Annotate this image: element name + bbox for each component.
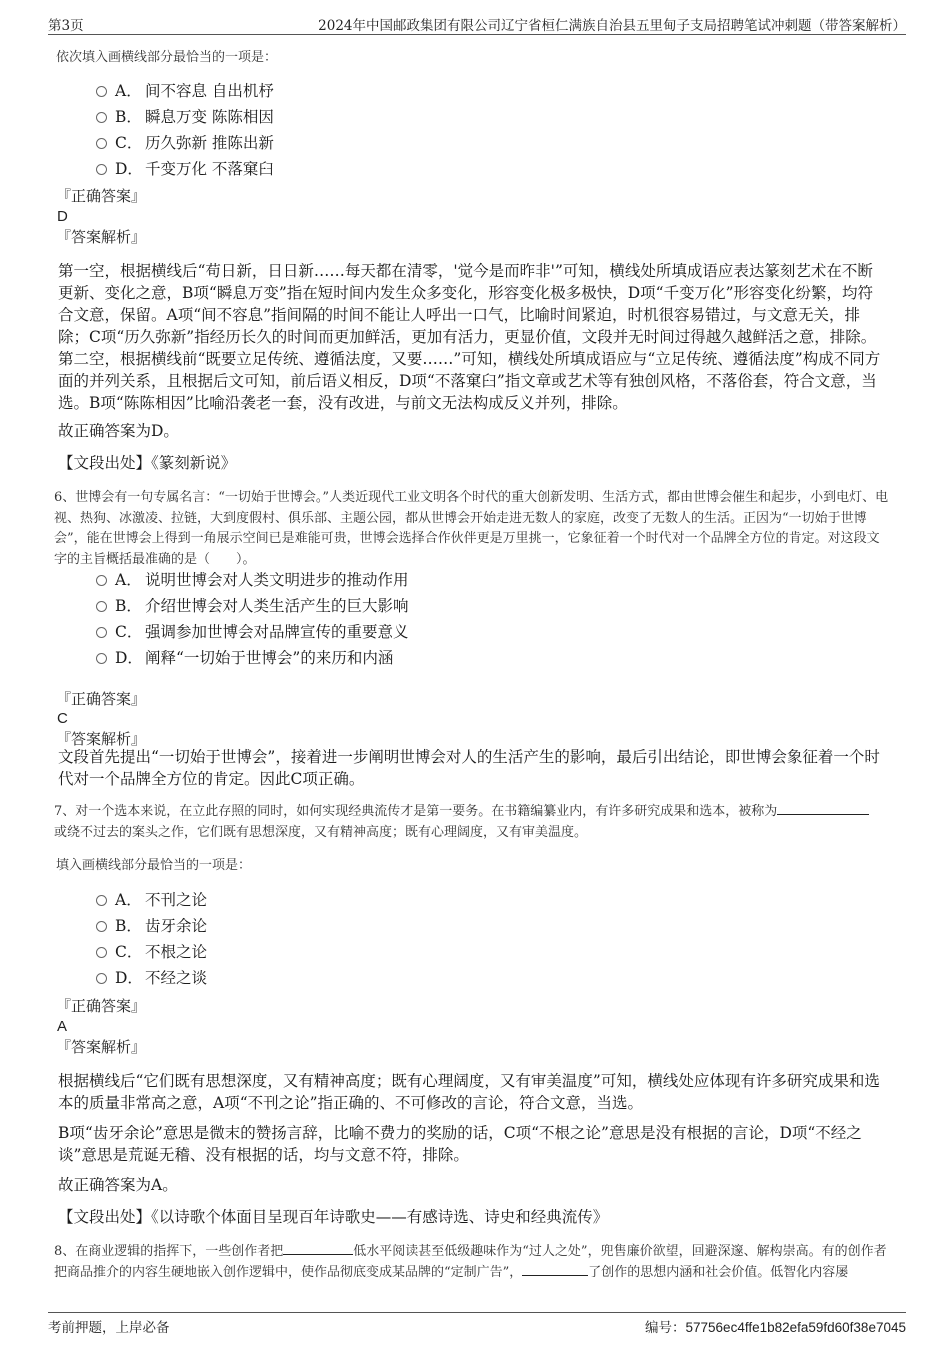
radio-icon[interactable]	[96, 895, 107, 906]
q5-prompt: 依次填入画横线部分最恰当的一项是：	[56, 50, 278, 65]
q7-answer: A	[57, 1018, 68, 1035]
radio-icon[interactable]	[96, 627, 107, 638]
footer-code: 编号：57756ec4ffe1b82efa59fd60f38e7045	[645, 1320, 906, 1336]
fill-blank	[777, 802, 869, 815]
page-footer	[48, 1312, 906, 1335]
radio-icon[interactable]	[96, 921, 107, 932]
q7-analysis-paragraph-1: 根据横线后“它们既有思想深度，又有精神高度；既有心理阔度，又有审美温度”可知，横线处应体现有许多研究成果和选本的质量非常高之意，A项“不刊之论”指正确的、不可修改的言论，符合文意，当选。	[58, 1072, 880, 1112]
q7-option-b[interactable]: B． 齿牙余论	[96, 915, 207, 937]
document-title: 2024年中国邮政集团有限公司辽宁省桓仁满族自治县五里甸子支局招聘笔试冲刺题（带答案解析）	[318, 18, 906, 34]
radio-icon[interactable]	[96, 164, 107, 175]
footer-slogan: 考前押题，上岸必备	[48, 1320, 170, 1336]
q7-conclusion: 故正确答案为A。	[58, 1176, 178, 1194]
q5-option-b[interactable]: B． 瞬息万变 陈陈相因	[96, 106, 274, 128]
q7-source: 【文段出处】《以诗歌个体面目呈现百年诗歌史——有感诗选、诗史和经典流传》	[58, 1208, 609, 1226]
q7-option-a[interactable]: A． 不刊之论	[96, 889, 207, 911]
radio-icon[interactable]	[96, 947, 107, 958]
fill-blank	[283, 1242, 353, 1255]
q6-option-c[interactable]: C． 强调参加世博会对品牌宣传的重要意义	[96, 621, 409, 643]
q5-source: 【文段出处】《篆刻新说》	[58, 454, 237, 472]
q5-analysis-paragraph-2: 第二空，根据横线前“既要立足传统、遵循法度，又要……”可知，横线处所填成语应与“立足传统、遵循法度”构成不同方面的并列关系，且根据后文可知，前后语义相反，D项“不落窠臼”指文章或艺术等有独创风格，不落俗套，符合文意，当选。B项“陈陈相因”比喻沿袭老一套，没有改进，与前文无法构成反义并列，排除。	[58, 350, 881, 412]
fill-blank	[522, 1263, 588, 1276]
page-number: 第3页	[48, 18, 84, 34]
q6-option-a[interactable]: A． 说明世博会对人类文明进步的推动作用	[96, 569, 409, 591]
q7-option-d[interactable]: D． 不经之谈	[96, 967, 207, 989]
q7-analysis-paragraph-2: B项“齿牙余论”意思是微末的赞扬言辞，比喻不费力的奖励的话，C项“不根之论”意思是没有根据的言论，D项“不经之谈”意思是荒诞无稽、没有根据的话，均与文意不符，排除。	[58, 1124, 862, 1164]
q6-stem: 6、世博会有一句专属名言：“一切始于世博会。”人类近现代工业文明各个时代的重大创新发明、生活方式，都由世博会催生和起步，小到电灯、电视、热狗、冰激凌、拉链，大到度假村、俱乐部、主题公园，都从世博会开始走进无数人的家庭，改变了无数人的生活。正因为“一切始于世博会”，能在世博会上得到一角展示空间已是难能可贵，世博会选择合作伙伴更是万里挑一，它象征着一个时代对一个品牌全方位的肯定。对这段文字的主旨概括最准确的是（ ）。	[54, 490, 889, 567]
q7-analysis-label: 『答案解析』	[56, 1038, 147, 1056]
q6-analysis: 文段首先提出“一切始于世博会”，接着进一步阐明世博会对人的生活产生的影响，最后引出结论，即世博会象征着一个时代对一个品牌全方位的肯定。因此C项正确。	[58, 748, 880, 788]
q5-analysis-paragraph-1: 第一空，根据横线后“苟日新，日日新……每天都在清零，'觉今是而昨非'”可知，横线处所填成语应表达篆刻艺术在不断更新、变化之意，B项“瞬息万变”指在短时间内发生众多变化，形容变化极多极快，D项“千变万化”形容变化纷繁，均符合文意，保留。A项“间不容息”指间隔的时间不能让人呼出一口气，比喻时间紧迫，时机很容易错过，与文意无关，排除；C项“历久弥新”指经历长久的时间而更加鲜活，更加有活力，更显价值，文段并无时间过得越久越鲜活之意，排除。	[58, 262, 877, 346]
q5-analysis-label: 『答案解析』	[56, 228, 147, 246]
q5-answer: D	[57, 208, 68, 225]
radio-icon[interactable]	[96, 86, 107, 97]
q5-answer-label: 『正确答案』	[56, 187, 147, 205]
q7-answer-label: 『正确答案』	[56, 997, 147, 1015]
q6-option-b[interactable]: B． 介绍世博会对人类生活产生的巨大影响	[96, 595, 409, 617]
q5-option-c[interactable]: C． 历久弥新 推陈出新	[96, 132, 274, 154]
q5-conclusion: 故正确答案为D。	[58, 422, 179, 440]
page-header	[48, 12, 906, 35]
q6-analysis-label: 『答案解析』	[56, 730, 147, 748]
q7-stem: 7、对一个选本来说，在立此存照的同时，如何实现经典流传才是第一要务。在书籍编纂业内，有许多研究成果和选本，被称为 或绕不过去的案头之作，它们既有思想深度，又有精神高度；既有心理阔度，又有审美温度。	[54, 802, 894, 843]
radio-icon[interactable]	[96, 653, 107, 664]
q5-option-d[interactable]: D． 千变万化 不落窠臼	[96, 158, 274, 180]
q5-option-a[interactable]: A． 间不容息 自出机杼	[96, 80, 274, 102]
radio-icon[interactable]	[96, 973, 107, 984]
q6-answer-label: 『正确答案』	[56, 690, 147, 708]
radio-icon[interactable]	[96, 138, 107, 149]
radio-icon[interactable]	[96, 575, 107, 586]
q8-stem: 8、在商业逻辑的指挥下，一些创作者把 低水平阅读甚至低级趣味作为“过人之处”，兜售廉价欲望，回避深邃、解构崇高。有的创作者把商品推介的内容生硬地嵌入创作逻辑中，使作品彻底变成某品牌的“定制广告”， 了创作的思想内涵和社会价值。低智化内容屡	[54, 1244, 887, 1280]
q7-prompt: 填入画横线部分最恰当的一项是：	[56, 858, 252, 873]
radio-icon[interactable]	[96, 112, 107, 123]
q6-answer: C	[57, 710, 68, 727]
q6-option-d[interactable]: D． 阐释“一切始于世博会”的来历和内涵	[96, 647, 393, 669]
q7-option-c[interactable]: C． 不根之论	[96, 941, 207, 963]
radio-icon[interactable]	[96, 601, 107, 612]
